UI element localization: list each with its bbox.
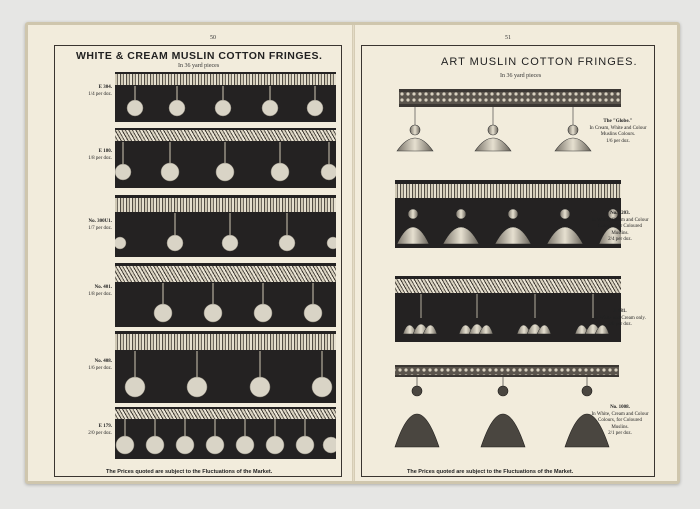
left-page-title: WHITE & CREAM MUSLIN COTTON FRINGES. [76,50,323,62]
item-code: No. 4203. [610,211,630,216]
left-page [28,25,352,481]
left-page-number: 50 [210,35,216,41]
tassel-fringe-image [395,180,621,248]
item-code: No. 1008. [610,405,630,410]
fringe-sample-401 [115,263,336,327]
item-label [589,309,651,329]
pompom-fringe-image [115,195,336,257]
item-price: 1/8 per doz. [88,156,112,161]
item-label [589,405,651,438]
left-page-subtitle: In 36 yard pieces [178,63,220,69]
item-label [589,211,651,244]
item-price: 2/1 per doz. [608,431,632,436]
item-label [62,358,112,372]
item-code: No. 401. [94,285,112,290]
fringe-sample-e481 [395,276,621,342]
item-price: 2/0 per doz. [608,322,632,327]
fringe-sample-408 [115,331,336,403]
fringe-sample-e180 [115,128,336,188]
item-desc: In Cream, White and Colour Muslins Colours. [589,125,647,137]
right-page-title: ART MUSLIN COTTON FRINGES. [441,56,638,68]
right-page-footer: The Prices quoted are subject to the Fluctuations of the Market. [407,469,574,475]
item-code: E 481. [613,309,627,314]
pompom-fringe-image [115,263,336,327]
fringe-sample-300u1 [115,195,336,257]
right-page-subtitle: In 36 yard pieces [500,73,542,79]
open-catalogue [25,22,680,484]
tassel-fringe-1008-image [391,361,621,451]
item-code: No. 408. [94,359,112,364]
item-price: 1/6 per doz. [606,138,630,144]
left-page-footer: The Prices quoted are subject to the Fluctuations of the Market. [106,469,273,475]
item-label [587,119,649,145]
fringe-sample-4203 [395,180,621,248]
right-page-number: 51 [505,35,511,41]
tassel-fringe-image [395,276,621,342]
fringe-sample-e304 [115,72,336,122]
item-desc: In White and Cream only. [594,315,646,321]
item-price: 2/0 per doz. [88,431,112,436]
item-label [62,218,112,232]
item-price: 2/4 per doz. [608,237,632,242]
pompom-fringe-image [115,331,336,403]
item-code: E 179. [98,424,112,429]
fringe-sample-e179 [115,407,336,459]
item-label [62,148,112,162]
item-label [62,423,112,437]
item-price: 1/6 per doz. [88,366,112,371]
pompom-fringe-image [115,407,336,459]
pompom-fringe-image [115,72,336,122]
right-page [355,25,677,481]
item-price: 1/7 per doz. [88,226,112,231]
item-code: E 180. [98,149,112,154]
item-code: No. 300U1. [88,219,112,224]
item-code: The "Globe." [603,119,633,124]
pompom-fringe-image [115,128,336,188]
item-price: 1/8 per doz. [88,292,112,297]
item-price: 1/4 per doz. [88,92,112,97]
item-label [62,284,112,298]
item-code: E 304. [98,85,112,90]
item-label [62,84,112,98]
item-desc: In White, Cream and Colour Colours, for Coloured Muslins. [591,217,649,236]
item-desc: In White, Cream and Colour Colours, for Coloured Muslins. [591,411,649,430]
